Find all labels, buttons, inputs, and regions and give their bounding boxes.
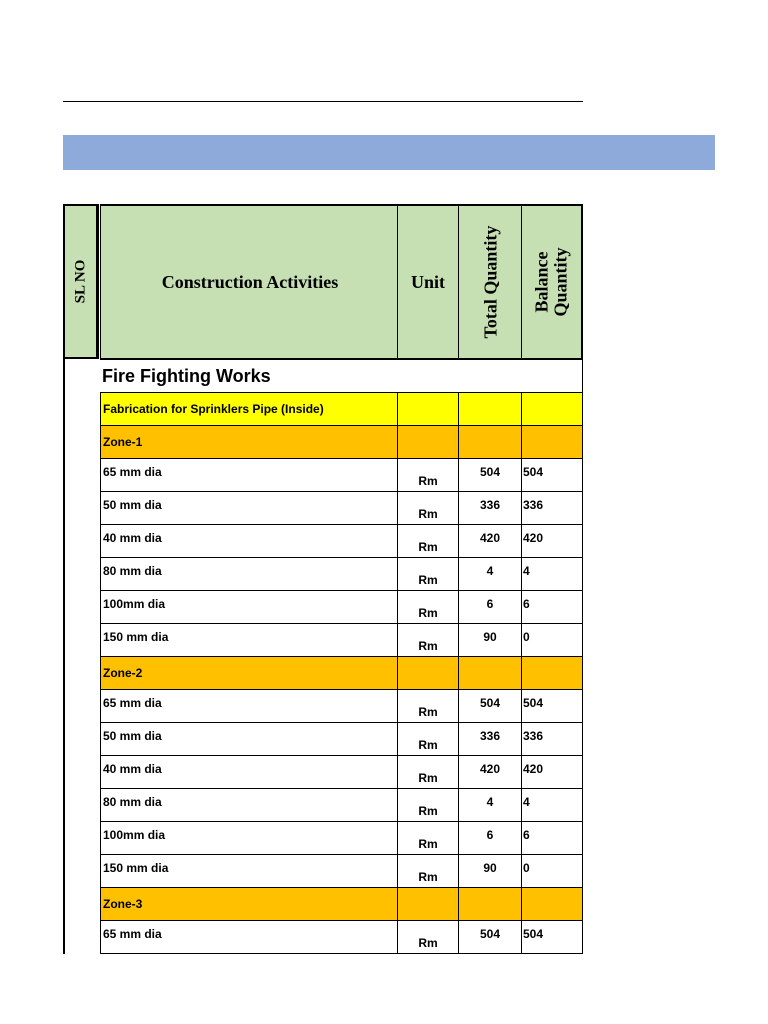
- unit-cell: Rm: [398, 921, 459, 954]
- activity-cell: 100mm dia: [100, 822, 398, 855]
- total-quantity-cell: 90: [459, 855, 522, 888]
- total-quantity-cell: 504: [459, 690, 522, 723]
- zone-total-cell: [459, 888, 522, 921]
- activity-cell: 100mm dia: [100, 591, 398, 624]
- title-band: [63, 135, 715, 170]
- total-quantity-cell: 504: [459, 921, 522, 954]
- total-quantity-cell: 4: [459, 789, 522, 822]
- header-activities: Construction Activities: [100, 206, 398, 360]
- balance-quantity-cell: 504: [522, 690, 583, 723]
- balance-quantity-cell: 6: [522, 822, 583, 855]
- unit-cell: Rm: [398, 624, 459, 657]
- table-row: [100, 525, 583, 558]
- total-quantity-cell: 4: [459, 558, 522, 591]
- subsection-unit-cell: [398, 393, 459, 426]
- table-row: [100, 558, 583, 591]
- balance-quantity-cell: 336: [522, 492, 583, 525]
- balance-quantity-cell: 420: [522, 756, 583, 789]
- balance-label-line1: Balance: [531, 251, 552, 313]
- activity-cell: 150 mm dia: [100, 624, 398, 657]
- table-row: [100, 855, 583, 888]
- table-row: [100, 459, 583, 492]
- unit-cell: Rm: [398, 558, 459, 591]
- unit-cell: Rm: [398, 591, 459, 624]
- activity-cell: 80 mm dia: [100, 558, 398, 591]
- subsection-balance-cell: [522, 393, 583, 426]
- total-quantity-cell: 6: [459, 591, 522, 624]
- header-total-quantity: [459, 206, 522, 360]
- balance-quantity-cell: 504: [522, 459, 583, 492]
- table-row: [100, 756, 583, 789]
- total-quantity-cell: 90: [459, 624, 522, 657]
- zone-balance-cell: [522, 888, 583, 921]
- unit-cell: Rm: [398, 855, 459, 888]
- activity-cell: 40 mm dia: [100, 756, 398, 789]
- activity-cell: 50 mm dia: [100, 492, 398, 525]
- sl-no-column-border: [63, 359, 65, 954]
- unit-cell: Rm: [398, 789, 459, 822]
- zone-row: [100, 426, 583, 459]
- sl-no-header: [63, 204, 99, 359]
- total-quantity-cell: 504: [459, 459, 522, 492]
- zone-label: Zone-1: [100, 426, 398, 459]
- subsection-row: [100, 393, 583, 426]
- total-quantity-cell: 420: [459, 525, 522, 558]
- unit-cell: Rm: [398, 822, 459, 855]
- table-row: [100, 723, 583, 756]
- balance-quantity-cell: 4: [522, 558, 583, 591]
- zone-row: [100, 657, 583, 690]
- activity-cell: 150 mm dia: [100, 855, 398, 888]
- header-balance-quantity: [522, 206, 583, 360]
- table-row: [100, 690, 583, 723]
- zones-body: [100, 426, 583, 954]
- balance-quantity-cell: 4: [522, 789, 583, 822]
- header-unit: Unit: [398, 206, 459, 360]
- table-header: [100, 204, 583, 360]
- zone-label: Zone-2: [100, 657, 398, 690]
- zone-row: [100, 888, 583, 921]
- table-row: [100, 921, 583, 954]
- table-row: [100, 822, 583, 855]
- total-quantity-cell: 6: [459, 822, 522, 855]
- zone-unit-cell: [398, 888, 459, 921]
- balance-quantity-cell: 504: [522, 921, 583, 954]
- unit-cell: Rm: [398, 492, 459, 525]
- table-row: [100, 789, 583, 822]
- activities-table: [100, 204, 583, 954]
- sl-no-column: [63, 204, 99, 359]
- activity-cell: 50 mm dia: [100, 723, 398, 756]
- zone-total-cell: [459, 426, 522, 459]
- balance-quantity-label: [533, 247, 571, 316]
- table-row: [100, 624, 583, 657]
- top-rule: [63, 101, 583, 102]
- sl-no-label: SL NO: [72, 259, 88, 304]
- unit-cell: Rm: [398, 690, 459, 723]
- total-quantity-label: Total Quantity: [480, 225, 500, 339]
- balance-quantity-cell: 420: [522, 525, 583, 558]
- section-title-row: [100, 360, 583, 393]
- zone-total-cell: [459, 657, 522, 690]
- activity-cell: 65 mm dia: [100, 921, 398, 954]
- unit-cell: Rm: [398, 459, 459, 492]
- balance-quantity-cell: 0: [522, 624, 583, 657]
- subsection-total-cell: [459, 393, 522, 426]
- balance-quantity-cell: 336: [522, 723, 583, 756]
- total-quantity-cell: 336: [459, 723, 522, 756]
- total-quantity-cell: 336: [459, 492, 522, 525]
- table-row: [100, 591, 583, 624]
- section-title: Fire Fighting Works: [100, 360, 583, 393]
- zone-balance-cell: [522, 657, 583, 690]
- activity-cell: 65 mm dia: [100, 690, 398, 723]
- zone-balance-cell: [522, 426, 583, 459]
- activity-cell: 65 mm dia: [100, 459, 398, 492]
- unit-cell: Rm: [398, 756, 459, 789]
- zone-unit-cell: [398, 657, 459, 690]
- balance-quantity-cell: 6: [522, 591, 583, 624]
- total-quantity-cell: 420: [459, 756, 522, 789]
- zone-label: Zone-3: [100, 888, 398, 921]
- subsection-title: Fabrication for Sprinklers Pipe (Inside): [100, 393, 398, 426]
- activity-cell: 80 mm dia: [100, 789, 398, 822]
- table-row: [100, 492, 583, 525]
- unit-cell: Rm: [398, 525, 459, 558]
- balance-label-line2: Quantity: [550, 247, 571, 317]
- unit-cell: Rm: [398, 723, 459, 756]
- balance-quantity-cell: 0: [522, 855, 583, 888]
- activity-cell: 40 mm dia: [100, 525, 398, 558]
- zone-unit-cell: [398, 426, 459, 459]
